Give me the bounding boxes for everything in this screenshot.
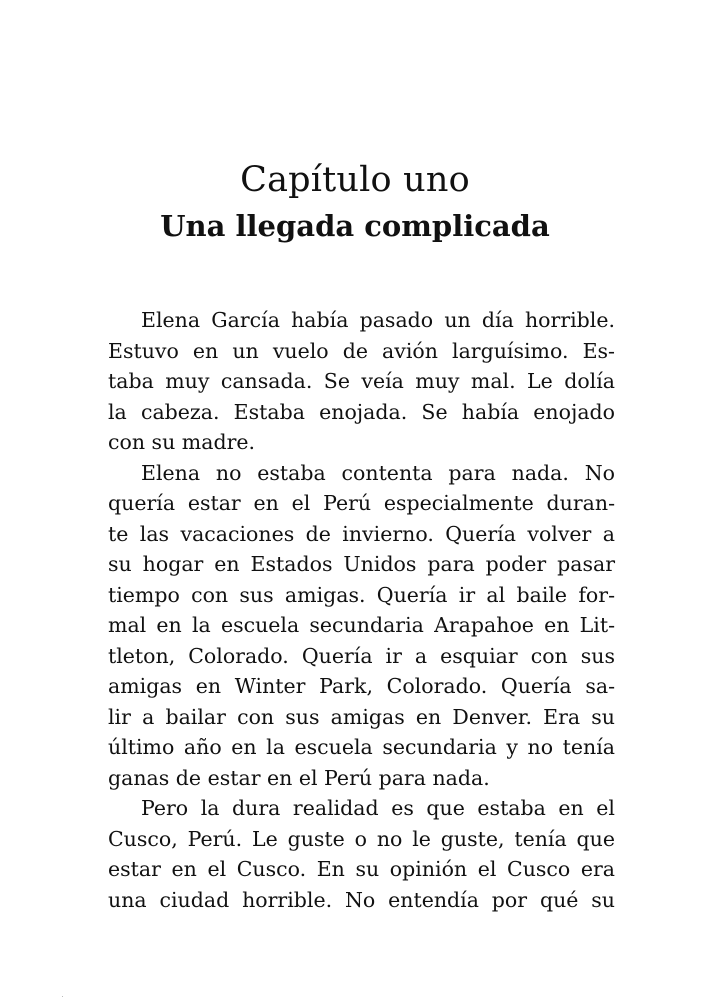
paragraph — [108, 793, 615, 915]
text-line: te las vacaciones de invierno. Quería volver a — [108, 521, 615, 546]
paragraph — [108, 458, 615, 794]
text-line: Elena García había pasado un día horrible. — [141, 308, 615, 332]
text-line: tleton, Colorado. Quería ir a esquiar con sus — [108, 643, 615, 668]
text-line: ganas de estar en el Perú para nada. — [108, 765, 490, 790]
text-line: la cabeza. Estaba enojada. Se había enojado — [108, 399, 615, 424]
text-line: quería estar en el Perú especialmente duran- — [108, 491, 615, 515]
chapter-number: Capítulo uno — [240, 160, 470, 200]
text-line: lir a bailar con sus amigas en Denver. Era su — [108, 704, 615, 729]
text-line: taba muy cansada. Se veía muy mal. Le dolía — [108, 369, 615, 393]
paragraph — [108, 305, 615, 458]
text-line: amigas en Winter Park, Colorado. Quería sa- — [108, 674, 615, 698]
text-line: mal en la escuela secundaria Arapahoe en Lit- — [108, 613, 615, 637]
text-line: tiempo con sus amigas. Quería ir al baile for- — [108, 582, 615, 607]
text-line: Estuvo en un vuelo de avión larguísimo. Es- — [108, 338, 615, 363]
chapter-body — [108, 305, 615, 915]
text-line: una ciudad horrible. No entendía por qué su — [108, 887, 615, 912]
text-line: estar en el Cusco. En su opinión el Cusco era — [108, 857, 615, 881]
scan-speck — [62, 996, 63, 997]
text-line: su hogar en Estados Unidos para poder pasar — [108, 552, 615, 576]
text-line: con su madre. — [108, 430, 256, 454]
text-line: Pero la dura realidad es que estaba en el — [141, 796, 615, 820]
chapter-title: Una llegada complicada — [160, 209, 550, 243]
text-line: Cusco, Perú. Le guste o no le guste, tenía que — [108, 826, 615, 851]
text-line: último año en la escuela secundaria y no tenía — [108, 735, 615, 759]
text-line: Elena no estaba contenta para nada. No — [141, 460, 615, 485]
